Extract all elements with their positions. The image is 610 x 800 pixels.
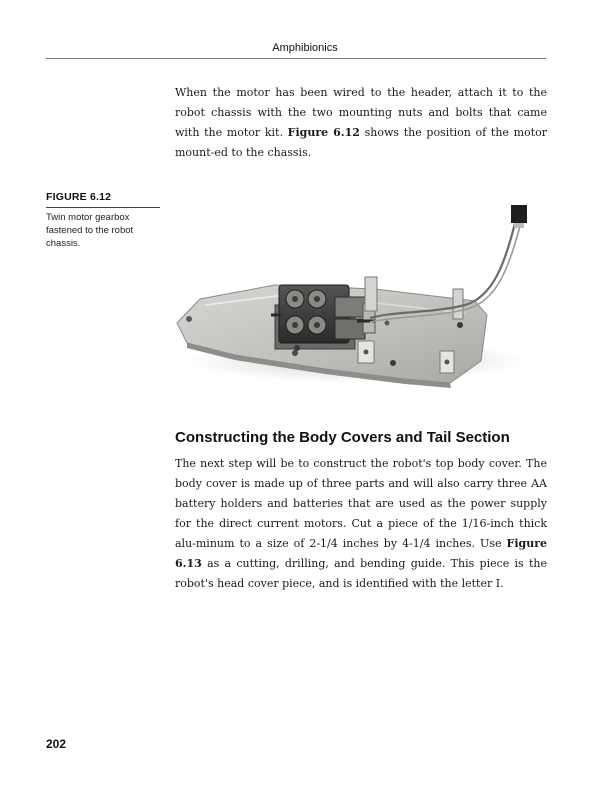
section-text-end: as a cutting, drilling, and bending guide. This piece is the robot's head cover piece, and is identified with the letter I. — [175, 557, 547, 590]
section-text-start: The next step will be to construct the robot's top body cover. The body cover is made up of three parts and will also carry three AA battery holders and batteries that are used as the power supply for the direct current motors. Cut a piece of the 1/16-inch thick alu-minum to a size of 2-1/4 inches by 4-1/4 inches. Use — [175, 457, 547, 550]
figure-reference: Figure 6.12 — [287, 126, 360, 139]
figure-photo-gearbox-chassis — [175, 193, 545, 403]
intro-text-end: shows the position of the motor mount-ed to the chassis. — [175, 126, 547, 159]
page-number: 202 — [46, 737, 67, 751]
section-paragraph — [175, 454, 547, 594]
intro-paragraph — [175, 83, 547, 163]
header-rule — [46, 58, 546, 59]
running-head: Amphibionics — [272, 42, 338, 54]
figure-label: FIGURE 6.12 — [46, 191, 112, 203]
figure-caption: Twin motor gearbox fastened to the robot chassis. — [46, 212, 134, 249]
figure-reference: Figure 6.13 — [175, 537, 547, 570]
section-heading: Constructing the Body Covers and Tail Section — [175, 429, 510, 446]
intro-text-start: When the motor has been wired to the header, attach it to the robot chassis with the two mounting nuts and bolts that came with the motor kit. — [175, 86, 547, 139]
figure-label-rule — [46, 207, 160, 208]
